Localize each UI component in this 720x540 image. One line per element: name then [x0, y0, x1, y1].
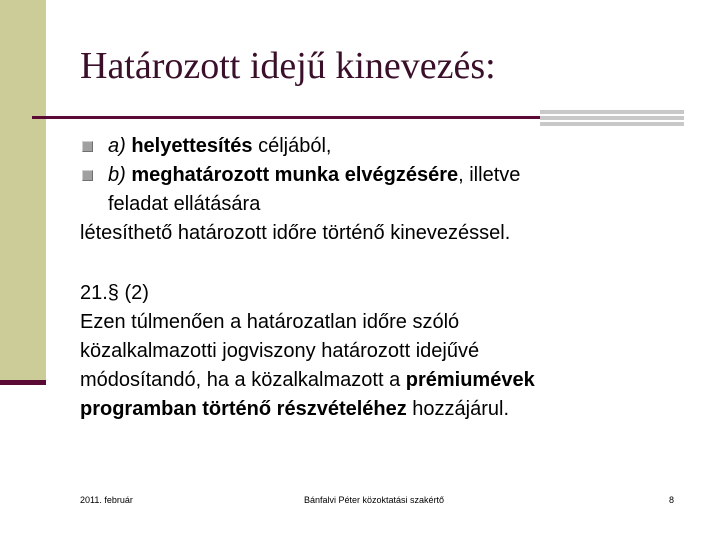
text-run: programban történő részvételéhez [80, 398, 407, 420]
text-run: hozzájárul. [406, 398, 510, 420]
text-run: feladat ellátására [108, 193, 261, 215]
text-run: b) [108, 164, 132, 186]
legal-paragraph [80, 308, 690, 424]
bullet-item [80, 161, 690, 219]
title-underline [32, 116, 542, 119]
page-number: 8 [669, 495, 675, 505]
square-bullet-icon [82, 170, 93, 181]
bullet-line [108, 161, 690, 190]
square-bullet-icon [82, 141, 93, 152]
footer-author: Bánfalvi Péter közoktatási szakértő [304, 495, 445, 505]
slide-body [80, 132, 690, 424]
paragraph-line [80, 308, 690, 337]
text-run: módosítandó, ha a közalkalmazott a [80, 369, 406, 391]
text-run: közalkalmazotti jogviszony határozott idejűvé [80, 340, 480, 362]
bullet-line [108, 132, 690, 161]
text-run: , illetve [458, 164, 521, 186]
text-run: helyettesítés [131, 135, 253, 157]
text-run: prémiumévek [405, 369, 535, 391]
paragraph-line [80, 337, 690, 366]
slide-title: Határozott idejű kinevezés: [80, 45, 496, 87]
left-accent-bar [0, 0, 46, 383]
title-underline-stripes [540, 110, 684, 127]
summary-line: létesíthető határozott időre történő kinevezéssel. [80, 222, 511, 244]
paragraph-line [80, 366, 690, 395]
text-run: Ezen túlmenően a határozatlan időre szóló [80, 311, 460, 333]
spacer [80, 248, 690, 279]
text-run: céljából, [252, 135, 332, 157]
section-reference: 21.§ (2) [80, 282, 149, 304]
footer-date: 2011. február [80, 495, 133, 505]
left-accent-bar-foot [0, 380, 46, 385]
bullet-list [80, 132, 690, 219]
text-run: meghatározott munka elvégzésére [131, 164, 459, 186]
text-run: a) [108, 135, 132, 157]
paragraph-line [80, 395, 690, 424]
bullet-line [108, 190, 690, 219]
bullet-item [80, 132, 690, 161]
